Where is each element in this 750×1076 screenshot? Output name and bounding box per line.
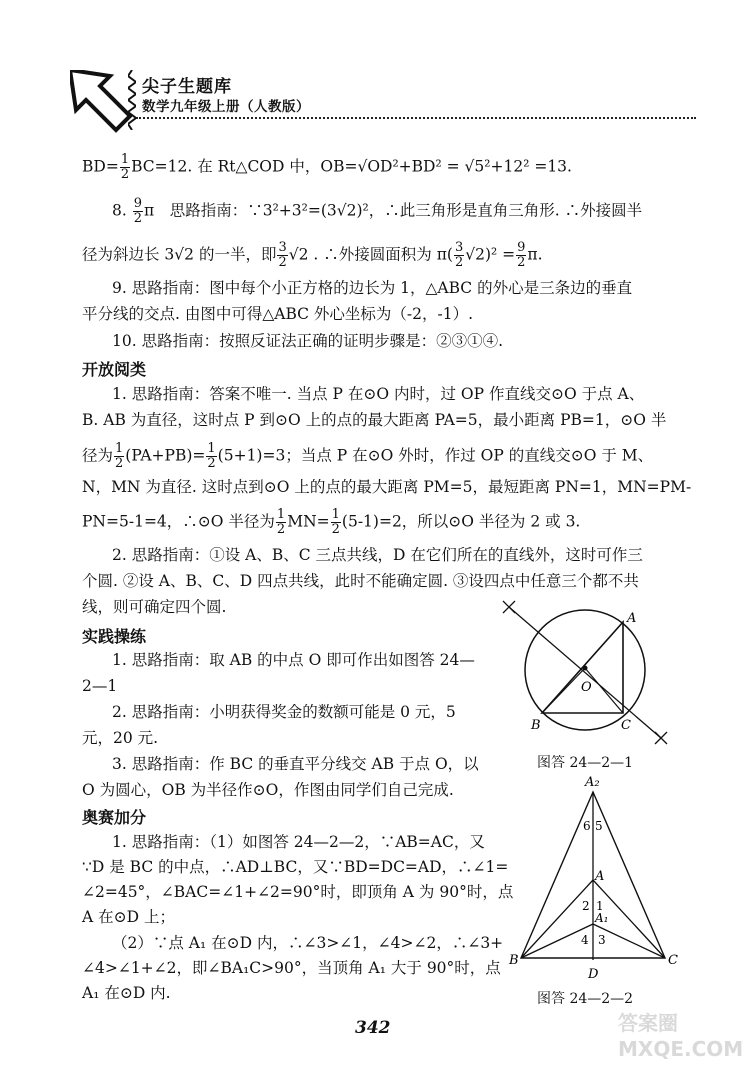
angle-3: 3 xyxy=(598,933,606,947)
text-line: PN=5-1=4，∴⊙O 半径为 $\frac{1}{2}$ MN= $\frac{1}{2}$ (5-1)=2，所以⊙O 半径为 2 或 3. xyxy=(82,507,581,537)
figure-24-2-2 xyxy=(505,772,685,987)
zigzag-divider xyxy=(128,70,136,130)
text-line: 个圆. ②设 A、B、C、D 四点共线，此时不能确定圆. ③设四点中任意三个都不共 xyxy=(82,572,639,590)
text-line: BD= $\frac{1}{2}$ BC=12. 在 Rt△COD 中，OB=√OD²+BD² = √5²+12² =13. xyxy=(82,152,572,182)
label-a: A xyxy=(595,869,605,884)
text-line: 2. 思路指南：①设 A、B、C 三点共线，D 在它们所在的直线外，这时可作三 xyxy=(112,546,643,564)
section-heading-practice: 实践操练 xyxy=(82,627,147,646)
text-line: 8. $\frac{9}{2}$ π 思路指南：∵3²+3²=(3√2)²，∴此三角形是直角三角形. ∴外接圆半 xyxy=(112,196,643,226)
text-line: N，MN 为直径. 这时点到⊙O 上的点的最大距离 PM=5，最短距离 PN=1，MN=PM- xyxy=(82,478,692,496)
label-c: C xyxy=(668,953,678,968)
page-number: 342 xyxy=(355,1018,391,1038)
text-line: B. AB 为直径，这时点 P 到⊙O 上的点的最大距离 PA=5，最小距离 PB=1，⊙O 半 xyxy=(82,411,667,429)
angle-4: 4 xyxy=(581,933,589,947)
text-line: ∠2=45°，∠BAC=∠1+∠2=90°时，即顶角 A 为 90°时，点 xyxy=(82,883,514,901)
angle-2: 2 xyxy=(582,899,590,913)
label-a: A xyxy=(627,611,637,626)
angle-1: 1 xyxy=(596,899,604,913)
text-line: 径为斜边长 3√2 的一半，即 $\frac{3}{2}$ √2 . ∴外接圆面积为 π( $\frac{3}{2}$ √2)² = $\frac{9}{2}$ π. xyxy=(82,240,543,270)
label-b: B xyxy=(509,953,519,968)
text-line: O 为圆心，OB 为半径作⊙O，作图由同学们自己完成. xyxy=(82,781,454,799)
figure-caption-2: 图答 24—2—2 xyxy=(537,991,634,1007)
text-line: 1. 思路指南：取 AB 的中点 O 即可作出如图答 24— xyxy=(112,651,475,669)
label-o: O xyxy=(581,680,592,695)
figure-24-2-1 xyxy=(495,595,675,750)
label-c: C xyxy=(621,718,631,733)
label-d: D xyxy=(588,967,599,982)
text-line: 2—1 xyxy=(82,677,118,695)
label-a2: A₂ xyxy=(585,775,600,790)
label-b: B xyxy=(531,718,541,733)
text-line: ∵D 是 BC 的中点，∴AD⊥BC，又∵BD=DC=AD，∴∠1= xyxy=(82,858,509,876)
text-line: A₁ 在⊙D 内. xyxy=(82,984,171,1002)
angle-5: 5 xyxy=(595,819,603,833)
text-line: 径为 $\frac{1}{2}$ (PA+PB)= $\frac{1}{2}$ (5+1)=3；当点 P 在⊙O 外时，作过 OP 的直线交⊙O 于 M、 xyxy=(82,441,654,471)
text-line: 2. 思路指南：小明获得奖金的数额可能是 0 元，5 xyxy=(112,703,456,721)
text-line: 线，则可确定四个圆. xyxy=(82,598,227,616)
section-heading-open: 开放阅类 xyxy=(82,360,147,379)
figure-caption-1: 图答 24—2—1 xyxy=(537,755,634,771)
text-line: 10. 思路指南：按照反证法正确的证明步骤是：②③①④. xyxy=(112,332,504,350)
text-line: ∠4>∠1+∠2，即∠BA₁C>90°，当顶角 A₁ 大于 90°时，点 xyxy=(82,959,501,977)
book-subtitle: 数学九年级上册（人教版） xyxy=(142,99,310,115)
book-title: 尖子生题库 xyxy=(142,77,232,97)
section-heading-contest: 奥赛加分 xyxy=(82,808,147,827)
label-a1: A₁ xyxy=(595,911,609,925)
watermark: 答案圈 MXQE.COM xyxy=(618,1011,744,1061)
back-arrow-logo xyxy=(70,70,132,140)
text-line: 9. 思路指南：图中每个小正方格的边长为 1，△ABC 的外心是三条边的垂直 xyxy=(112,279,633,297)
text-line: 1. 思路指南：（1）如图答 24—2—2，∵AB=AC，又 xyxy=(112,833,485,851)
text-line: （2）∵点 A₁ 在⊙D 内，∴∠3>∠1，∠4>∠2，∴∠3+ xyxy=(112,934,504,952)
text-line: A 在⊙D 上； xyxy=(82,908,175,926)
header-rule xyxy=(136,117,696,119)
text-line: 元，20 元. xyxy=(82,729,159,747)
text-line: 1. 思路指南：答案不唯一. 当点 P 在⊙O 内时，过 OP 作直线交⊙O 于点 A、 xyxy=(112,385,645,403)
text-line: 平分线的交点. 由图中可得△ABC 外心坐标为（-2，-1）. xyxy=(82,305,474,323)
text-line: 3. 思路指南：作 BC 的垂直平分线交 AB 于点 O，以 xyxy=(112,755,479,773)
angle-6: 6 xyxy=(583,819,591,833)
